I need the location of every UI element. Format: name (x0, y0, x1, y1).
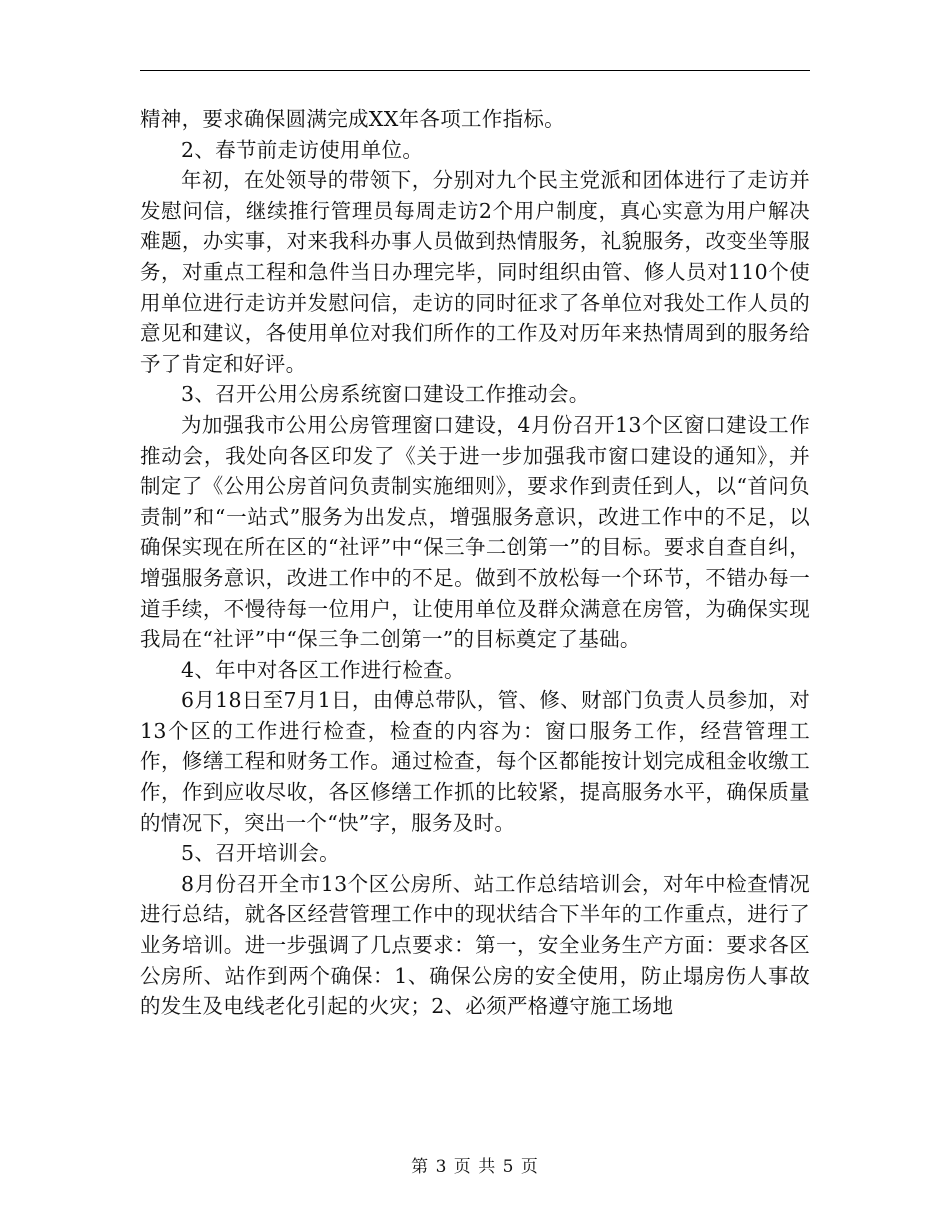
section-heading-inspection: 4、年中对各区工作进行检查。 (181, 657, 465, 682)
page-footer: 第 3 页 共 5 页 (411, 1157, 539, 1177)
document-body (140, 104, 810, 1022)
section-heading-window-meeting: 3、召开公用公房系统窗口建设工作推动会。 (181, 382, 590, 407)
paragraph: 为加强我市公用公房管理窗口建设，4月份召开13个区窗口建设工作推动会，我处向各区印发了《关于进一步加强我市窗口建设的通知》，并制定了《公用公房首问负责制实施细则》，要求作到责任到人，以“首问负责制”和“一站式”服务为出发点，增强服务意识，改进工作中的不足，以确保实现在所在区的“社评”中“保三争二创第一”的目标。要求自查自纠，增强服务意识，改进工作中的不足。做到不放松每一个环节，不错办每一道手续，不慢待每一位用户，让使用单位及群众满意在房管，为确保实现我局在“社评”中“保三争二创第一”的目标奠定了基础。 (140, 412, 810, 652)
header-rule (140, 70, 810, 71)
paragraph: 精神，要求确保圆满完成XX年各项工作指标。 (140, 107, 565, 131)
section-heading-visit: 2、春节前走访使用单位。 (181, 137, 424, 162)
paragraph: 年初，在处领导的带领下，分别对九个民主党派和团体进行了走访并发慰问信，继续推行管理员每周走访2个用户制度，真心实意为用户解决难题，办实事，对来我科办事人员做到热情服务，礼貌服务，改变坐等服务，对重点工程和急件当日办理完毕，同时组织由管、修人员对110个使用单位进行走访并发慰问信，走访的同时征求了各单位对我处工作人员的意见和建议，各使用单位对我们所作的工作及对历年来热情周到的服务给予了肯定和好评。 (140, 168, 810, 376)
section-heading-training: 5、召开培训会。 (181, 841, 340, 866)
paragraph: 8月份召开全市13个区公房所、站工作总结培训会，对年中检查情况进行总结，就各区经营管理工作中的现状结合下半年的工作重点，进行了业务培训。进一步强调了几点要求：第一，安全业务生产方面：要求各区公房所、站作到两个确保：1、确保公房的安全使用，防止塌房伤人事故的发生及电线老化引起的火灾；2、必须严格遵守施工场地 (140, 871, 810, 1019)
paragraph: 6月18日至7月1日，由傅总带队，管、修、财部门负责人员参加，对13个区的工作进行检查，检查的内容为：窗口服务工作，经营管理工作，修缮工程和财务工作。通过检查，每个区都能按计划完成租金收缴工作，作到应收尽收，各区修缮工作抓的比较紧，提高服务水平，确保质量的情况下，突出一个“快”字，服务及时。 (140, 688, 810, 835)
